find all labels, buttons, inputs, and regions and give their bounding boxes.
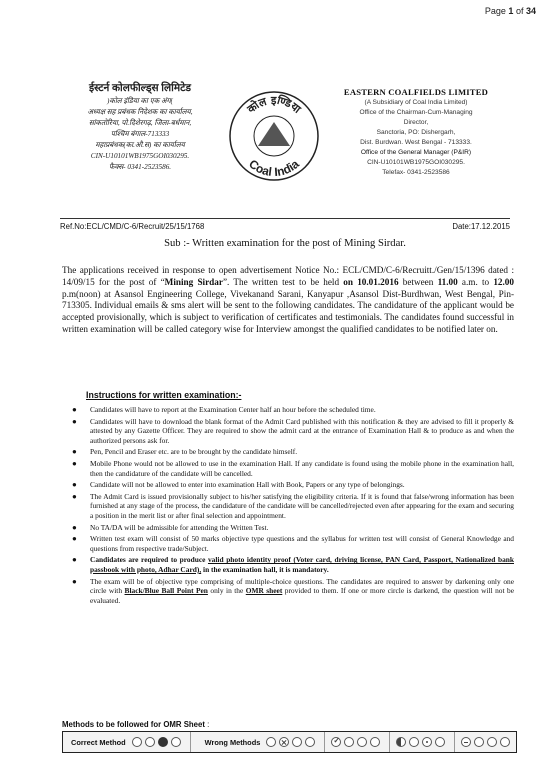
page-number bbox=[485, 6, 536, 16]
divider bbox=[190, 732, 191, 752]
header-hindi-line: महाप्रबंधक(का.औ.स) का कार्यालय bbox=[95, 141, 185, 149]
list-item: ● Candidate will not be allowed to enter into examination Hall with Book, Papers or any type of belongings. bbox=[72, 480, 405, 490]
instructions-heading: Instructions for written examination:- bbox=[86, 390, 242, 400]
circle-icon bbox=[292, 737, 302, 747]
reference-number: Ref.No:ECL/CMD/C-6/Recruit/25/15/1768 bbox=[60, 222, 205, 231]
header-english-line: Telefax- 0341-2523586 bbox=[382, 169, 450, 176]
bullet-icon: ● bbox=[72, 416, 77, 426]
header-hindi-line: सांकतोरिया, पो.दिशेरगढ़, जिला-बर्धमान, bbox=[88, 119, 192, 127]
header-hindi-line: CIN-U10101WB1975GOI030295. bbox=[90, 152, 190, 160]
bullet-icon: ● bbox=[72, 522, 77, 532]
circle-icon bbox=[500, 737, 510, 747]
list-item: ● The exam will be of objective type comprising of multiple-choice questions. The candidates are required to answer by darkening only one circle with Black/Blue Ball Point Pen only in the OMR sheet provided to them. If one or more circle is darkend, the question will not be evaluated. bbox=[72, 576, 515, 605]
half-filled-circle-icon bbox=[396, 737, 406, 747]
omr-heading: Methods to be followed for OMR Sheet : bbox=[62, 720, 210, 729]
org-name-hindi: ईस्टर्न कोलफील्ड्स लिमिटेड bbox=[88, 83, 192, 94]
subject-line: Sub :- Written examination for the post of Mining Sirdar. bbox=[164, 238, 406, 249]
header-hindi-line: अध्यक्ष सह प्रबंधक निदेशक का कार्यालय, bbox=[87, 108, 193, 116]
bullet-icon: ● bbox=[72, 405, 77, 414]
header-hindi-line: फैक्स- 0341-2523586. bbox=[108, 163, 172, 171]
header-hindi-line: )कोल इंडिया का एक अंग( bbox=[107, 97, 173, 105]
omr-correct-label: Correct Method bbox=[71, 737, 126, 747]
header-english-line: Office of the Chairman-Cum-Managing bbox=[359, 109, 473, 116]
bullet-icon: ● bbox=[72, 458, 77, 468]
list-item: ● Mobile Phone would not be allowed to use in the examination Hall. If any candidate is found using the mobile phone in the examination hall, then the candidature of the candidate will be cancelled. bbox=[72, 458, 514, 478]
circle-icon bbox=[435, 737, 445, 747]
header-english bbox=[330, 86, 502, 178]
divider bbox=[454, 732, 455, 752]
crossed-circle-icon bbox=[279, 737, 289, 747]
circle-icon bbox=[266, 737, 276, 747]
bullet-icon: ● bbox=[72, 534, 77, 544]
header-hindi-line: पश्चिम बंगाल-713333 bbox=[110, 130, 170, 138]
divider bbox=[389, 732, 390, 752]
page-total: 34 bbox=[525, 6, 536, 16]
circle-icon bbox=[305, 737, 315, 747]
org-name-english: EASTERN COALFIELDS LIMITED bbox=[343, 87, 489, 97]
bullet-icon: ● bbox=[72, 491, 77, 501]
logo-bottom-text: Coal India bbox=[246, 156, 302, 180]
omr-wrong-label: Wrong Methods bbox=[204, 737, 261, 747]
header-english-line: Dist. Burdwan. West Bengal - 713333. bbox=[360, 139, 472, 146]
list-item: ● Written test exam will consist of 50 marks objective type questions and the syllabus for written test will consist of General Knowledge and questions from respective trade/Subject. bbox=[72, 534, 514, 553]
circle-icon bbox=[132, 737, 142, 747]
header-english-line: Director, bbox=[403, 119, 429, 126]
page-current: 1 bbox=[508, 6, 514, 16]
list-item: ● Candidates will have to download the blank format of the Admit Card published with this notification & they are advised to fill it properly & attested by any Gazette Officer. They are required to show the admit card at the entrance of Examination Hall & to produce as and when the authorized persons ask for. bbox=[72, 416, 514, 445]
ticked-circle-icon bbox=[331, 737, 341, 747]
list-item: ● Candidates will have to report at the Examination Center half an hour before the scheduled time. bbox=[72, 405, 376, 414]
circle-icon bbox=[357, 737, 367, 747]
coal-india-logo-icon bbox=[228, 90, 320, 182]
page-of: of bbox=[515, 6, 524, 16]
circle-icon bbox=[487, 737, 497, 747]
exam-end-time: 12.00 bbox=[493, 276, 514, 287]
list-item: ● Candidates are required to produce valid photo identity proof (Voter card, driving license, PAN Card, Passport, Nationalized bank passbook with photo, Adhar Card), in the examination hall, it is mandatory. bbox=[72, 555, 514, 574]
header-hindi bbox=[60, 82, 220, 173]
circle-icon bbox=[145, 737, 155, 747]
list-item: ● Pen, Pencil and Eraser etc. are to be brought by the candidate himself. bbox=[72, 447, 298, 457]
bullet-icon: ● bbox=[72, 480, 77, 490]
header-english-line: CIN-U10101WB1975GOI030295. bbox=[367, 159, 465, 166]
circle-icon bbox=[171, 737, 181, 747]
reference-date: Date:17.12.2015 bbox=[452, 222, 510, 231]
bullet-icon: ● bbox=[72, 555, 77, 565]
header-english-line: Sanctoria, PO: Dishergarh, bbox=[376, 129, 456, 136]
instructions-list bbox=[70, 405, 514, 607]
logo-top-text: कोल इण्डिया bbox=[244, 93, 304, 116]
circle-icon bbox=[474, 737, 484, 747]
exam-date: on 10.01.2016 bbox=[343, 276, 399, 287]
notice-paragraph: The applications received in response to open advertisement Notice No.: ECL/CMD/C-6/Recruitt./Gen/15/1396 dated : 14/09/15 for the post of “Mining Sirdar”. The written test to be held on 10.01.2016 between 11.00 a.m. to 12.00 p.m(noon) at Asansol Engineering College, Vivekanand Sarani, Kanyapur ,Asansol Dist-Burdhwan, West Bengal, Pin-713305. Individual emails & sms alert will be sent to the following candidates. The candidature of the applicant would be accepted provisionally, which is subject to verification of certificates and testimonials. The candidates found successful in written examination will be called category wise for Interview amongst the qualified candidates to be notified later on. bbox=[62, 265, 514, 334]
bullet-icon: ● bbox=[72, 447, 77, 457]
list-item: ● No TA/DA will be admissible for attending the Written Test. bbox=[72, 522, 269, 532]
post-name: Mining Sirdar bbox=[164, 276, 223, 287]
dotted-circle-icon bbox=[422, 737, 432, 747]
filled-circle-icon bbox=[158, 737, 168, 747]
circle-icon bbox=[370, 737, 380, 747]
exam-start-time: 11.00 bbox=[437, 276, 458, 287]
list-item: ● The Admit Card is issued provisionally subject to his/her satisfying the eligibility criteria. If it is found that false/wrong information has been furnished at any stage of the process, the candidature of the candidate will be cancelled/rejected even after appearing for the exam and securing a position in the merit list or after final selection and appointment. bbox=[72, 491, 514, 520]
bullet-icon: ● bbox=[72, 576, 77, 586]
circle-icon bbox=[409, 737, 419, 747]
omr-methods-figure bbox=[62, 731, 517, 753]
header-english-line: Office of the General Manager (P&IR) bbox=[360, 149, 472, 156]
header-english-line: (A Subsidiary of Coal India Limited) bbox=[364, 99, 468, 106]
circle-icon bbox=[344, 737, 354, 747]
reference-line bbox=[60, 218, 510, 231]
divider bbox=[324, 732, 325, 752]
page-label: Page bbox=[484, 6, 506, 16]
dashed-circle-icon bbox=[461, 737, 471, 747]
